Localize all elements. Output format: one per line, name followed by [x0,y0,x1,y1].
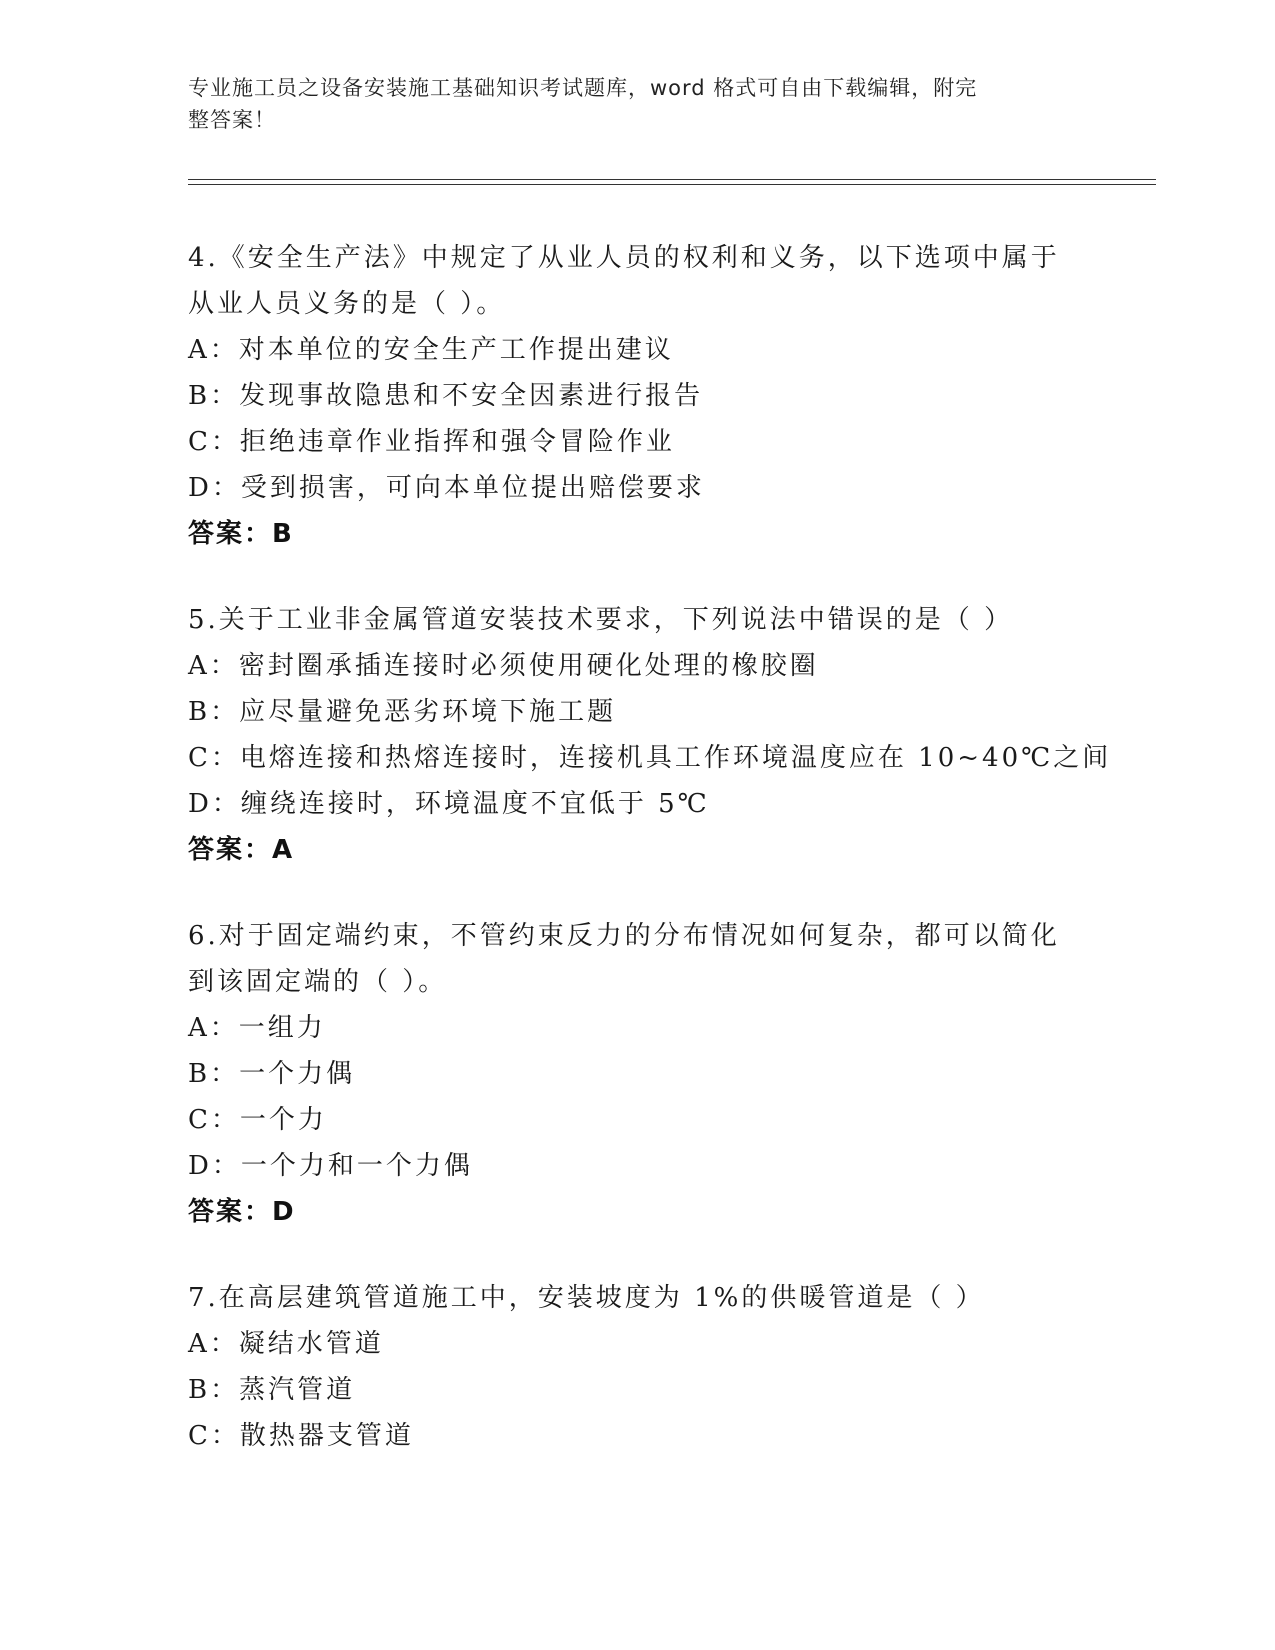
option-a: A：密封圈承插连接时必须使用硬化处理的橡胶圈 [188,651,819,681]
option-c: C：拒绝违章作业指挥和强令冒险作业 [188,427,675,457]
question-stem: 6.对于固定端约束，不管约束反力的分布情况如何复杂，都可以简化 [188,921,1060,951]
header-divider-top [188,179,1156,180]
header-line-1: 专业施工员之设备安装施工基础知识考试题库，word 格式可自由下载编辑，附完 [188,76,978,100]
header-line-2: 整答案！ [188,108,276,132]
option-d: D：受到损害，可向本单位提出赔偿要求 [188,473,705,503]
question-6 [188,913,1088,1235]
header-divider-bottom [188,184,1156,185]
option-d: D：一个力和一个力偶 [188,1151,473,1181]
option-b: B：应尽量避免恶劣环境下施工题 [188,697,617,727]
question-4 [188,235,1088,557]
option-a: A：一组力 [188,1013,326,1043]
document-header [188,72,1068,136]
question-list [188,235,1112,1499]
answer-label: 答案：A [188,835,295,865]
option-c: C：电熔连接和热熔连接时，连接机具工作环境温度应在 10~40℃之间 [188,743,1112,773]
option-c: C：散热器支管道 [188,1421,414,1451]
option-b: B：发现事故隐患和不安全因素进行报告 [188,381,704,411]
question-stem: 4.《安全生产法》中规定了从业人员的权利和义务，以下选项中属于 [188,243,1060,273]
question-stem: 7.在高层建筑管道施工中，安装坡度为 1%的供暖管道是（ ） [188,1283,985,1313]
option-b: B：蒸汽管道 [188,1375,356,1405]
question-stem: 到该固定端的（ ）。 [188,967,448,997]
question-stem: 5.关于工业非金属管道安装技术要求，下列说法中错误的是（ ） [188,605,1014,635]
option-b: B：一个力偶 [188,1059,356,1089]
answer-label: 答案：D [188,1197,296,1227]
option-a: A：凝结水管道 [188,1329,384,1359]
option-d: D：缠绕连接时，环境温度不宜低于 5℃ [188,789,710,819]
answer-label: 答案：B [188,519,294,549]
question-5 [188,597,1112,873]
option-c: C：一个力 [188,1105,327,1135]
question-7 [188,1275,1088,1459]
question-stem: 从业人员义务的是（ ）。 [188,289,506,319]
option-a: A：对本单位的安全生产工作提出建议 [188,335,674,365]
